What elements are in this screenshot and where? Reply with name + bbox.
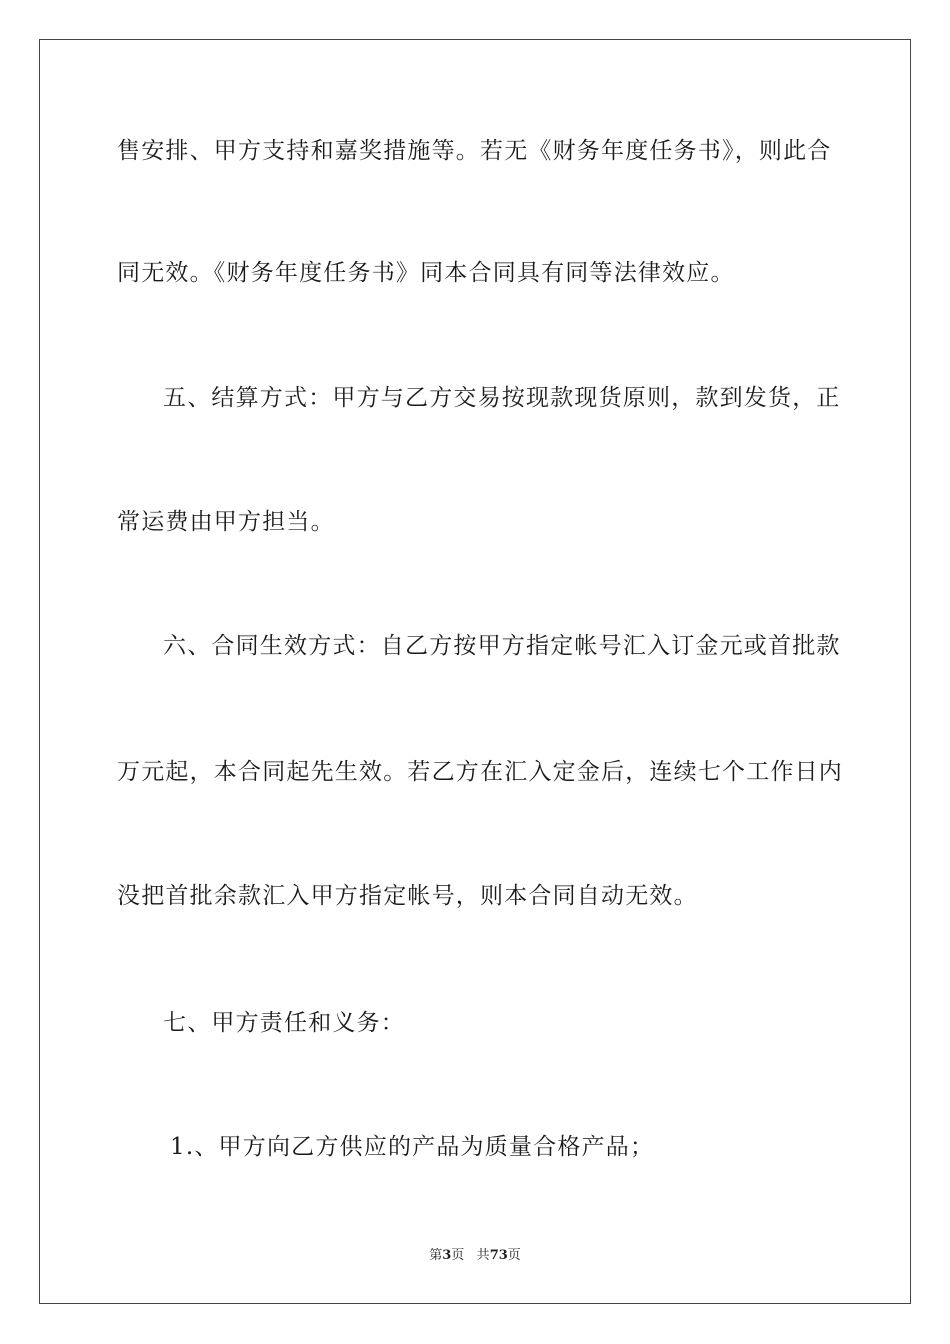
body-text-line: 万元起，本合同起先生效。若乙方在汇入定金后，连续七个工作日内: [117, 759, 843, 785]
page-footer: [0, 1244, 950, 1263]
body-text-line: 常运费由甲方担当。: [117, 509, 335, 535]
section-heading-settlement: 五、结算方式：甲方与乙方交易按现款现货原则，款到发货，正: [163, 385, 841, 411]
total-prefix: 共: [476, 1248, 490, 1263]
total-unit: 页: [507, 1248, 521, 1263]
body-text-line: 没把首批余款汇入甲方指定帐号，则本合同自动无效。: [117, 883, 698, 909]
section-heading-party-a-duties: 七、甲方责任和义务：: [163, 1010, 405, 1036]
list-item: 1.、甲方向乙方供应的产品为质量合格产品；: [170, 1134, 655, 1160]
page-total: 73: [489, 1248, 508, 1263]
page-prefix: 第: [429, 1248, 443, 1263]
page-current: 3: [442, 1248, 452, 1263]
page-unit: 页: [451, 1248, 465, 1263]
body-text-line: 售安排、甲方支持和嘉奖措施等。若无《财务年度任务书》，则此合: [117, 138, 832, 164]
page-border: [39, 39, 911, 1304]
body-text-line: 同无效。《财务年度任务书》同本合同具有同等法律效应。: [117, 260, 735, 286]
section-heading-effectiveness: 六、合同生效方式：自乙方按甲方指定帐号汇入订金元或首批款: [163, 633, 841, 659]
